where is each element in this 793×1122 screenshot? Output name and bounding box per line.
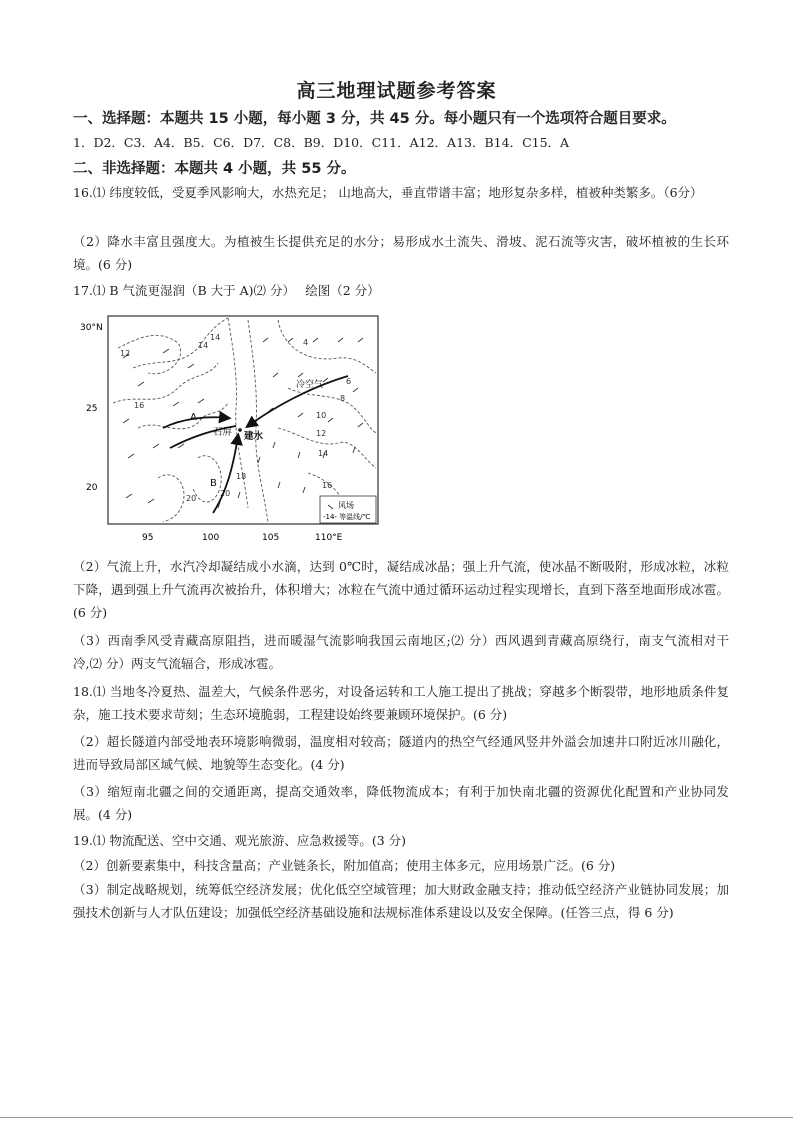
q18-answer-2: （2）超长隧道内部受地表环境影响微弱，温度相对较高；隧道内的热空气经通风竖井外溢会加速井口附近冰川融化，进而导致局部区域气候、地貌等生态变化。(4 分) [73, 734, 729, 772]
iso-label: 16 [134, 401, 145, 410]
iso-label: 14 [210, 333, 221, 342]
q17-answer-1: 17.⑴ B 气流更湿润（B 大于 A)⑵ 分） 绘图（2 分） [73, 283, 380, 298]
iso-label: 10 [316, 411, 327, 420]
page-bottom-rule [0, 1117, 793, 1118]
lon-105-label: 105 [262, 533, 280, 543]
section1-heading: 一、选择题：本题共 15 小题，每小题 3 分，共 45 分。每小题只有一个选项符合题目要求。 [73, 111, 676, 127]
city-dot [238, 428, 242, 432]
iso-label: 14 [198, 341, 209, 350]
lon-95-label: 95 [142, 533, 154, 543]
iso-label: 20 [186, 494, 197, 503]
choice-answers: 1．D2．C3．A4．B5．C6．D7．C8．B9．D10．C11．A12．A13．B14．C15．A [73, 135, 570, 150]
q16-answer-2: （2）降水丰富且强度大。为植被生长提供充足的水分；易形成水土流失、滑坡、泥石流等灾害，破坏植被的生长环境。(6 分) [73, 234, 729, 272]
lon-100-label: 100 [202, 533, 220, 543]
city-shiping-label: 石屏 [213, 427, 233, 438]
weather-map-figure [78, 308, 388, 548]
iso-label: 8 [340, 394, 346, 403]
page-title: 高三地理试题参考答案 [296, 80, 497, 102]
legend-wind-label: 风场 [338, 501, 354, 510]
airflow-b-label: B [210, 478, 217, 489]
iso-label: 18 [236, 472, 247, 481]
cold-air-label: 冷空气 [296, 380, 324, 390]
q17-answer-3: （3）西南季风受青藏高原阻挡，进而暖湿气流影响我国云南地区;⑵ 分）西风遇到青藏高原绕行，南支气流相对干冷,⑵ 分）两支气流辐合，形成冰雹。 [73, 633, 729, 671]
iso-label: 12 [120, 349, 131, 358]
iso-label: 20 [220, 489, 231, 498]
iso-label: 16 [322, 481, 333, 490]
iso-label: 14 [318, 449, 329, 458]
q17-answer-2: （2）气流上升，水汽冷却凝结成小水滴，达到 0℃时，凝结成冰晶；强上升气流，使冰晶不断吸附，形成冰粒，冰粒下降，遇到强上升气流再次被抬升，体积增大；冰粒在气流中通过循环运动过程实现增长，直到下落至地面形成冰雹。(6 分) [73, 559, 729, 620]
iso-label: 4 [303, 338, 309, 347]
q19-answer-3: （3）制定战略规划，统筹低空经济发展；优化低空空域管理；加大财政金融支持；推动低空经济产业链协同发展；加强技术创新与人才队伍建设；加强低空经济基础设施和法规标准体系建设以及安全保障。(任答三点，得 6 分) [73, 882, 729, 920]
city-jianshui-label: 建水 [244, 431, 264, 442]
lat-20-label: 20 [86, 483, 98, 493]
q18-answer-1: 18.⑴ 当地冬冷夏热、温差大，气候条件恶劣，对设备运转和工人施工提出了挑战；穿越多个断裂带，地形地质条件复杂，施工技术要求苛刻；生态环境脆弱，工程建设始终要兼顾环境保护。(6 分) [73, 684, 729, 722]
q19-answer-1: 19.⑴ 物流配送、空中交通、观光旅游、应急救援等。(3 分) [73, 833, 407, 848]
iso-label: 12 [316, 429, 327, 438]
legend-isotherm-label: -14- 等温线/℃ [323, 513, 371, 521]
q16-answer-1: 16.⑴ 纬度较低，受夏季风影响大，水热充足； 山地高大，垂直带谱丰富；地形复杂多样，植被种类繁多。（6分） [73, 185, 703, 200]
lon-110-label: 110°E [315, 533, 343, 543]
q19-answer-2: （2）创新要素集中，科技含量高；产业链条长，附加值高；使用主体多元，应用场景广泛。(6 分) [73, 858, 616, 873]
lat-30-label: 30°N [80, 323, 103, 333]
q18-answer-3: （3）缩短南北疆之间的交通距离，提高交通效率，降低物流成本；有利于加快南北疆的资源优化配置和产业协同发展。(4 分) [73, 784, 729, 822]
iso-label: 6 [346, 377, 352, 386]
section2-heading: 二、非选择题：本题共 4 小题，共 55 分。 [73, 161, 356, 177]
lat-25-label: 25 [86, 404, 98, 414]
airflow-a-label: A [190, 412, 197, 423]
